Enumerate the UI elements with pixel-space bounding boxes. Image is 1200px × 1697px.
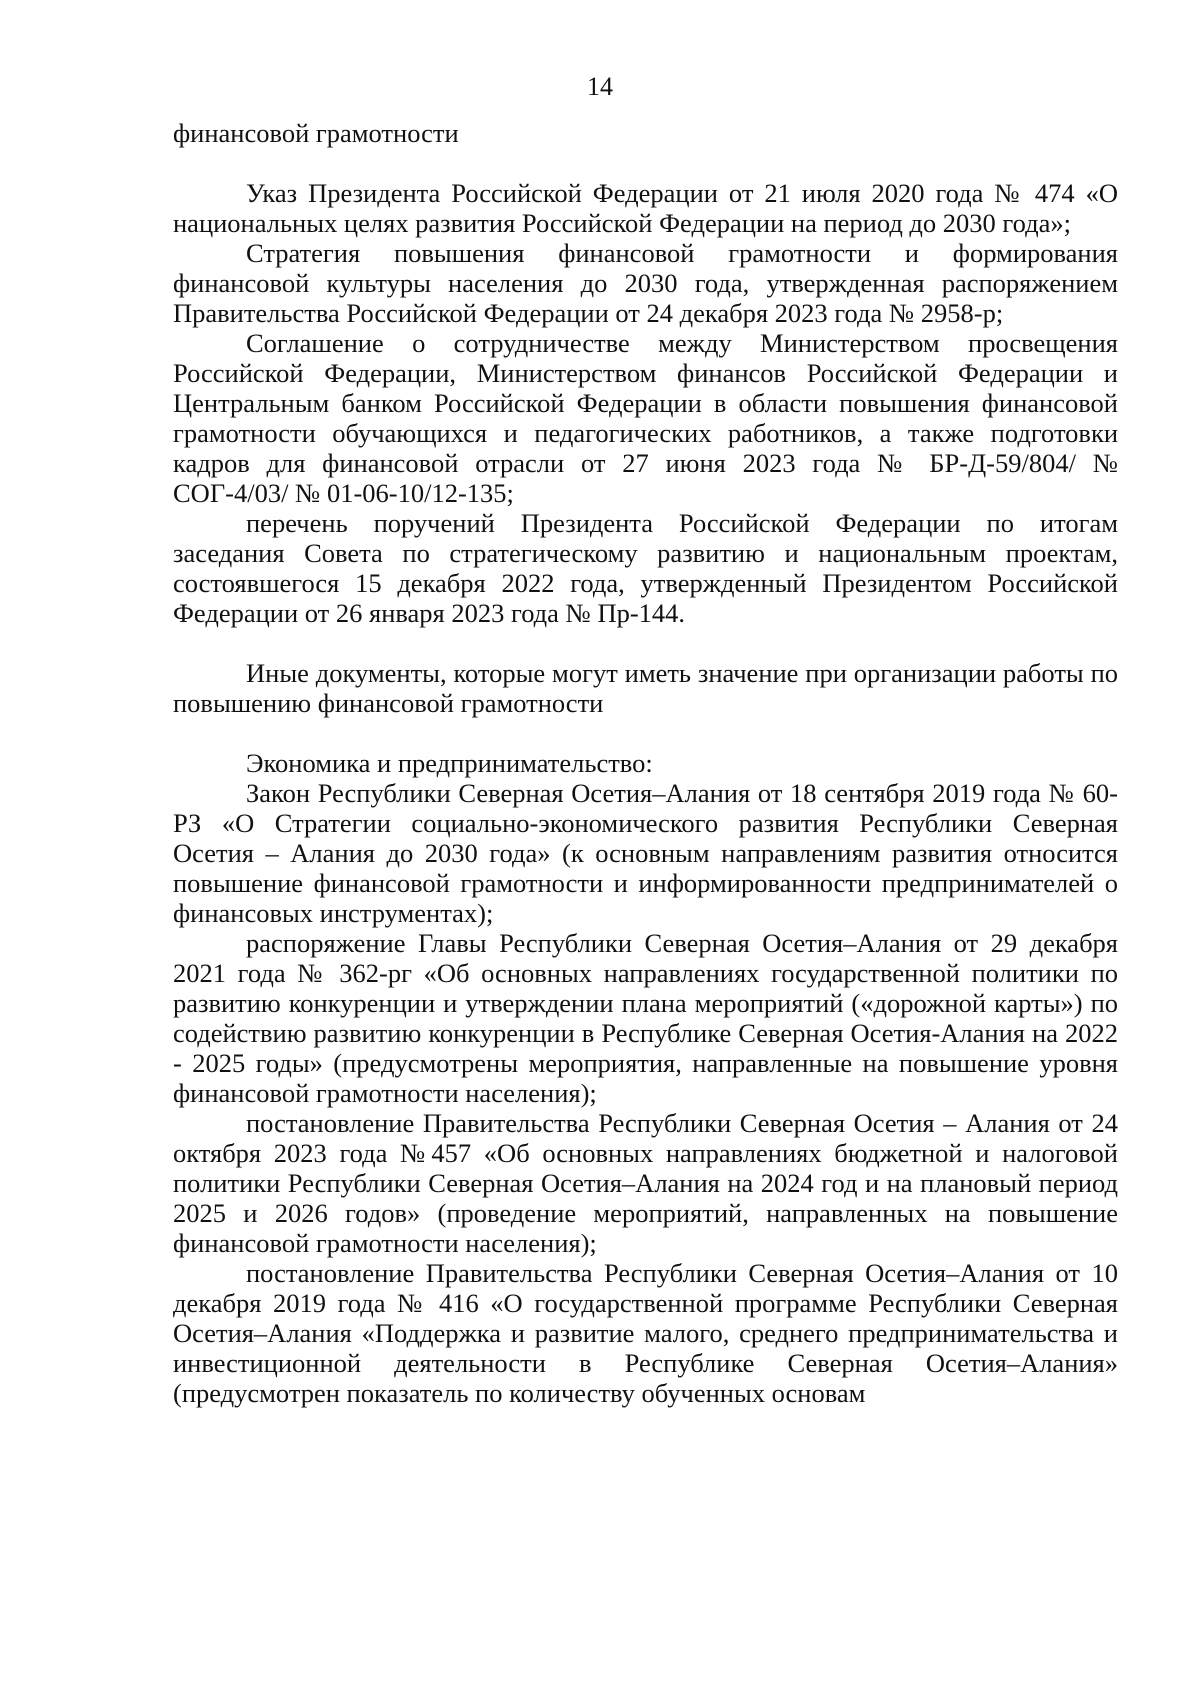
regional-document-item: постановление Правительства Республики Северная Осетия–Алания от 10 декабря 2019 года № 416 «О государственной программе Республики Северная Осетия–Алания «Поддержка и развитие малого, среднего предпринимательства и инвестиционной деятельности в Республике Северная Осетия–Алания» (предусмотрен показатель по количеству обученных основам	[173, 1258, 1118, 1408]
continuation-heading: финансовой грамотности	[173, 118, 459, 148]
federal-document-item: Соглашение о сотрудничестве между Министерством просвещения Российской Федерации, Министерством финансов Российской Федерации и Центральным банком Российской Федерации в области повышения финансовой грамотности обучающихся и педагогических работников, а также подготовки кадров для финансовой отрасли от 27 июня 2023 года № БР-Д-59/804/ № СОГ-4/03/ № 01-06-10/12-135;	[173, 328, 1118, 508]
spacer	[173, 718, 1118, 748]
federal-document-item: Стратегия повышения финансовой грамотности и формирования финансовой культуры населения до 2030 года, утвержденная распоряжением Правительства Российской Федерации от 24 декабря 2023 года № 2958-р;	[173, 238, 1118, 328]
spacer	[173, 628, 1118, 658]
regional-document-item: распоряжение Главы Республики Северная Осетия–Алания от 29 декабря 2021 года № 362-рг «Об основных направлениях государственной политики по развитию конкуренции и утверждении плана мероприятий («дорожной карты») по содействию развитию конкуренции в Республике Северная Осетия-Алания на 2022 - 2025 годы» (предусмотрены мероприятия, направленные на повышение уровня финансовой грамотности населения);	[173, 928, 1118, 1108]
federal-document-item: Указ Президента Российской Федерации от 21 июля 2020 года № 474 «О национальных целях развития Российской Федерации на период до 2030 года»;	[173, 178, 1118, 238]
document-body	[173, 118, 1118, 1408]
federal-document-item: перечень поручений Президента Российской Федерации по итогам заседания Совета по стратегическому развитию и национальным проектам, состоявшегося 15 декабря 2022 года, утвержденный Президентом Российской Федерации от 26 января 2023 года № Пр-144.	[173, 508, 1118, 628]
spacer	[173, 148, 1118, 178]
regional-document-item: Закон Республики Северная Осетия–Алания от 18 сентября 2019 года № 60-РЗ «О Стратегии социально-экономического развития Республики Северная Осетия – Алания до 2030 года» (к основным направлениям развития относится повышение финансовой грамотности и информированности предпринимателей о финансовых инструментах);	[173, 778, 1118, 928]
subsection-heading-economy: Экономика и предпринимательство:	[246, 748, 653, 778]
section-heading-other-documents: Иные документы, которые могут иметь значение при организации работы по повышению финансовой грамотности	[173, 658, 1118, 718]
regional-document-item: постановление Правительства Республики Северная Осетия – Алания от 24 октября 2023 года №457 «Об основных направлениях бюджетной и налоговой политики Республики Северная Осетия–Алания на 2024 год и на плановый период 2025 и 2026 годов» (проведение мероприятий, направленных на повышение финансовой грамотности населения);	[173, 1108, 1118, 1258]
page-number: 14	[587, 72, 613, 101]
